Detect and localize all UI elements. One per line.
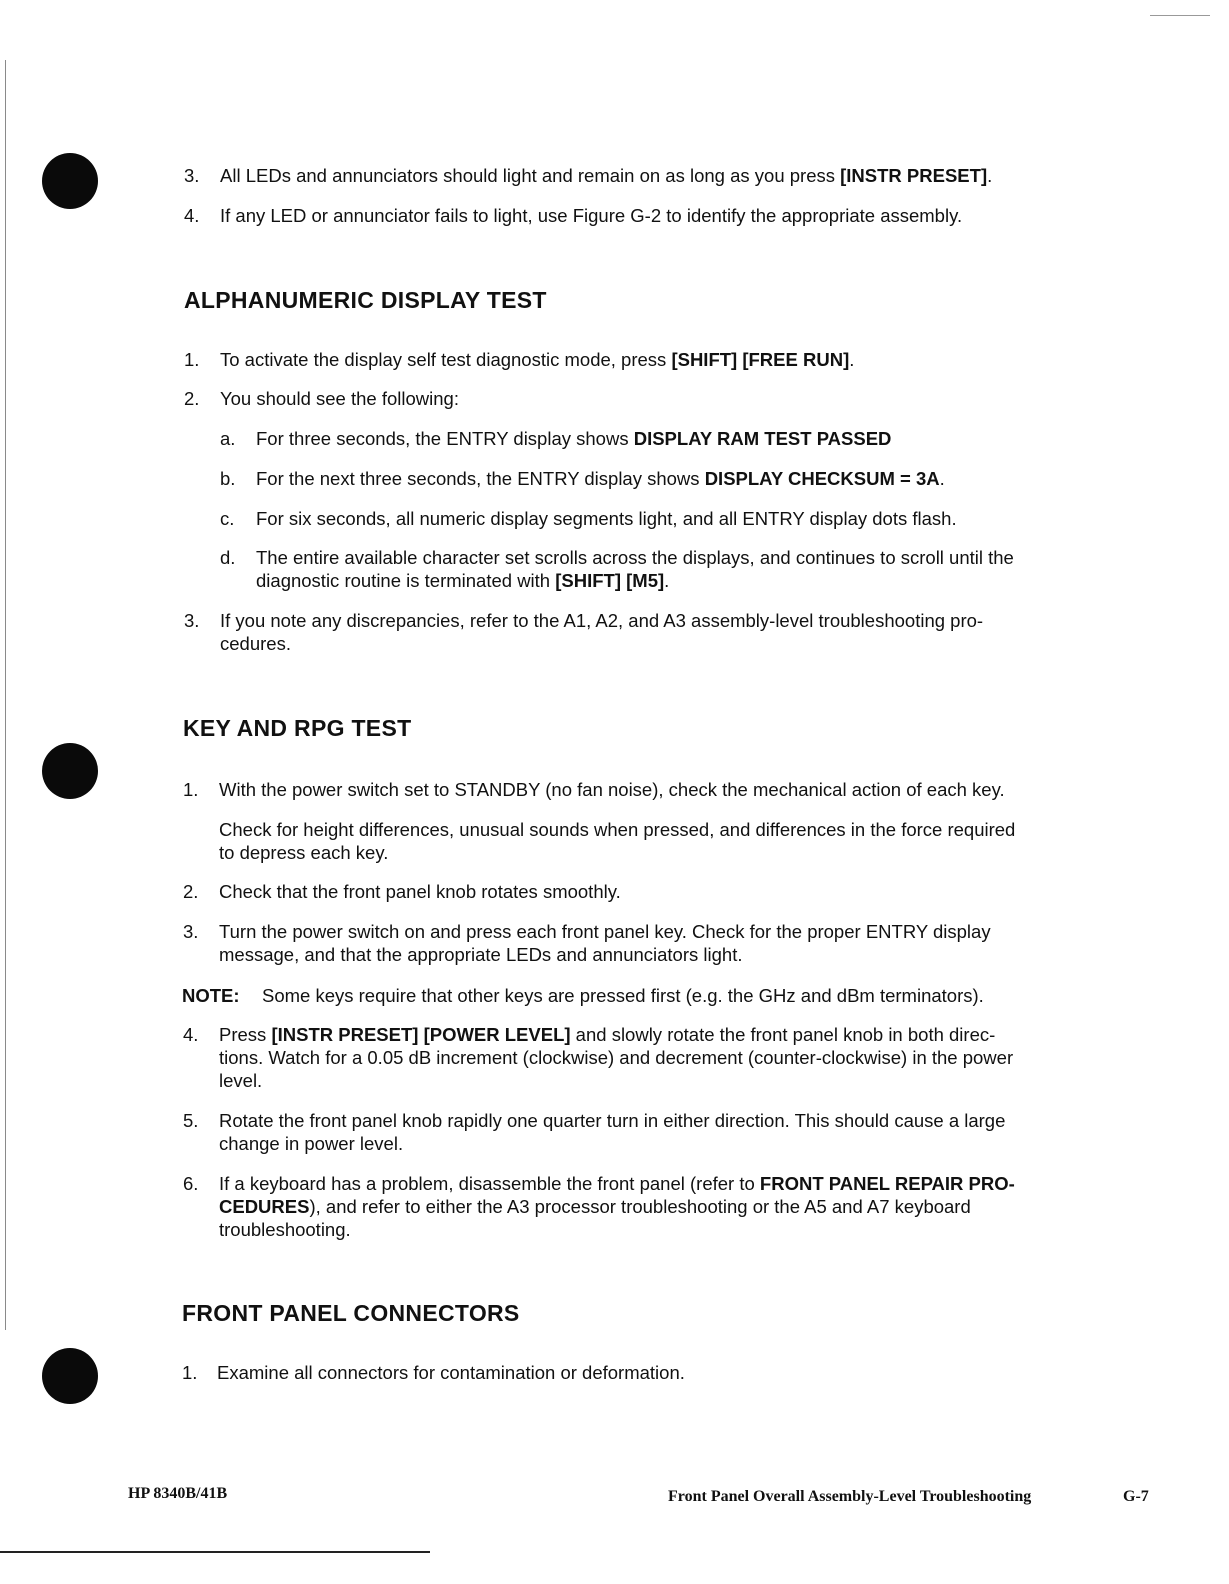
sub-list-text: For the next three seconds, the ENTRY display shows DISPLAY CHECKSUM = 3A. <box>256 468 945 489</box>
sub-list-text: The entire available character set scrolls across the displays, and continues to scroll until the <box>256 547 1014 568</box>
list-number: 3. <box>184 165 200 186</box>
list-number: 3. <box>184 610 200 631</box>
sub-list-text: For three seconds, the ENTRY display shows DISPLAY RAM TEST PASSED <box>256 428 892 449</box>
list-item-text: Check that the front panel knob rotates smoothly. <box>219 881 621 902</box>
sub-list-text: diagnostic routine is terminated with [SHIFT] [M5]. <box>256 570 670 591</box>
list-item-text: If any LED or annunciator fails to light, use Figure G-2 to identify the appropriate assembly. <box>220 205 963 226</box>
list-item-text: If you note any discrepancies, refer to the A1, A2, and A3 assembly-level troubleshooting pro- <box>220 610 984 631</box>
list-number: 1. <box>184 349 200 370</box>
list-item-text: tions. Watch for a 0.05 dB increment (clockwise) and decrement (counter-clockwise) in the power <box>219 1047 1014 1068</box>
punch-hole-top <box>42 153 98 209</box>
footer-model: HP 8340B/41B <box>128 1485 228 1502</box>
list-item-text: troubleshooting. <box>219 1219 351 1240</box>
list-number: 2. <box>184 388 200 409</box>
list-item-subtext: to depress each key. <box>219 842 389 863</box>
left-margin-line <box>5 60 6 1330</box>
bottom-rule <box>0 1551 430 1553</box>
list-item-text: With the power switch set to STANDBY (no fan noise), check the mechanical action of each key. <box>219 779 1005 800</box>
list-number: 6. <box>183 1173 199 1194</box>
list-item-text: change in power level. <box>219 1133 404 1154</box>
list-item-text: cedures. <box>220 633 291 654</box>
sub-list-text: For six seconds, all numeric display segments light, and all ENTRY display dots flash. <box>256 508 957 529</box>
punch-hole-middle <box>42 743 98 799</box>
page-number: G-7 <box>1123 1488 1149 1505</box>
list-number: 2. <box>183 881 199 902</box>
list-number: 1. <box>183 779 199 800</box>
list-number: 1. <box>182 1362 198 1383</box>
list-item-text: CEDURES), and refer to either the A3 processor troubleshooting or the A5 and A7 keyboard <box>219 1196 971 1217</box>
sub-list-letter: c. <box>220 508 235 529</box>
list-number: 4. <box>183 1024 199 1045</box>
sub-list-letter: d. <box>220 547 236 568</box>
list-number: 3. <box>183 921 199 942</box>
list-item-subtext: Check for height differences, unusual sounds when pressed, and differences in the force required <box>219 819 1016 840</box>
section-heading-key-rpg: KEY AND RPG TEST <box>183 715 412 741</box>
section-heading-connectors: FRONT PANEL CONNECTORS <box>182 1300 520 1326</box>
list-item-text: All LEDs and annunciators should light and remain on as long as you press [INSTR PRESET]. <box>220 165 993 186</box>
list-item-text: Examine all connectors for contamination or deformation. <box>217 1362 685 1383</box>
section-heading-alphanumeric: ALPHANUMERIC DISPLAY TEST <box>184 287 547 313</box>
list-item-text: If a keyboard has a problem, disassemble the front panel (refer to FRONT PANEL REPAIR PRO- <box>219 1173 1015 1194</box>
punch-hole-bottom <box>42 1348 98 1404</box>
list-number: 4. <box>184 205 200 226</box>
sub-list-letter: a. <box>220 428 236 449</box>
list-item-text: message, and that the appropriate LEDs and annunciators light. <box>219 944 743 965</box>
sub-list-letter: b. <box>220 468 236 489</box>
list-item-text: To activate the display self test diagnostic mode, press [SHIFT] [FREE RUN]. <box>220 349 855 370</box>
list-item-text: Rotate the front panel knob rapidly one quarter turn in either direction. This should cause a large <box>219 1110 1006 1131</box>
list-item-text: Turn the power switch on and press each front panel key. Check for the proper ENTRY display <box>219 921 991 942</box>
list-item-text: You should see the following: <box>220 388 459 409</box>
list-item-text: Press [INSTR PRESET] [POWER LEVEL] and slowly rotate the front panel knob in both direc- <box>219 1024 996 1045</box>
list-item-text: level. <box>219 1070 263 1091</box>
note-label: NOTE: <box>182 985 240 1006</box>
note-text: Some keys require that other keys are pressed first (e.g. the GHz and dBm terminators). <box>262 985 984 1006</box>
top-right-rule <box>1150 15 1210 16</box>
list-number: 5. <box>183 1110 199 1131</box>
footer-section-title: Front Panel Overall Assembly-Level Troubleshooting <box>668 1488 1032 1505</box>
